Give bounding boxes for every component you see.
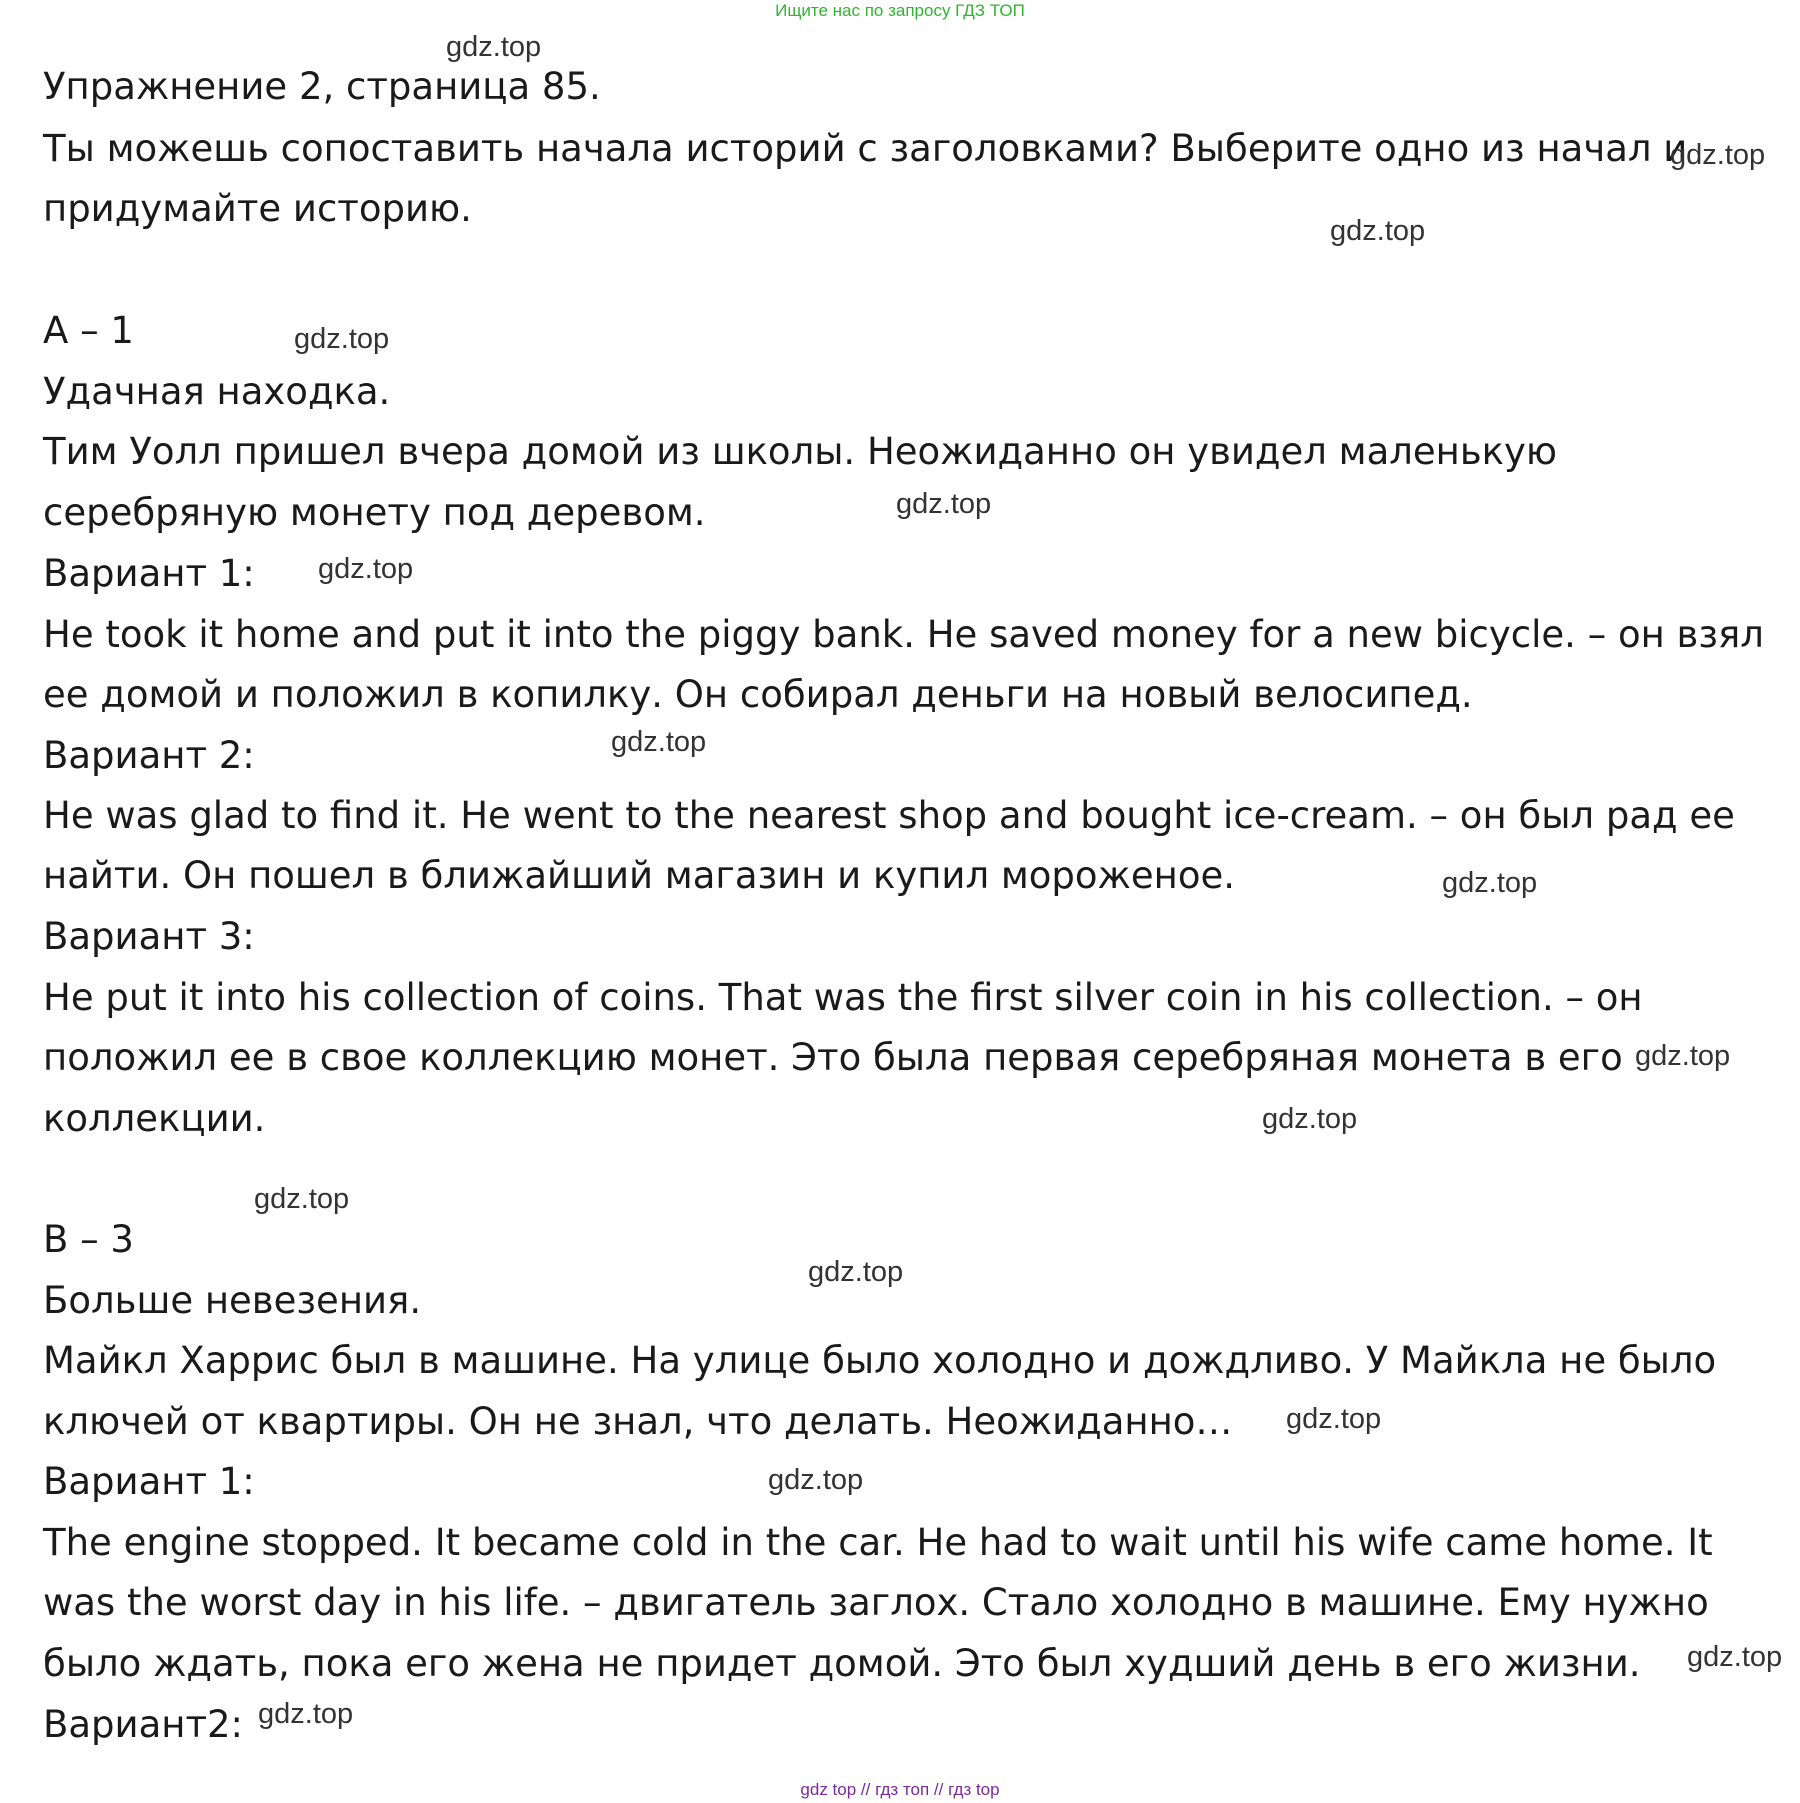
story-a-variant-3-label: Вариант 3: xyxy=(43,915,255,958)
story-a-variant-1-label: Вариант 1: xyxy=(43,552,255,595)
watermark: gdz.top xyxy=(254,1183,350,1215)
watermark: gdz.top xyxy=(1330,215,1426,247)
watermark: gdz.top xyxy=(294,323,390,355)
watermark: gdz.top xyxy=(1687,1641,1783,1673)
watermark: gdz.top xyxy=(768,1464,864,1496)
watermark: gdz.top xyxy=(896,488,992,520)
story-a-variant-3-line-1: He put it into his collection of coins. That was the first silver coin in his collection. – он xyxy=(43,976,1643,1019)
story-b-variant-1-label: Вариант 1: xyxy=(43,1460,255,1503)
watermark: gdz.top xyxy=(808,1256,904,1288)
watermark: gdz.top xyxy=(318,553,414,585)
story-b-heading: Больше невезения. xyxy=(43,1279,422,1322)
story-b-text-line-1: Майкл Харрис был в машине. На улице было холодно и дождливо. У Майкла не было xyxy=(43,1339,1717,1382)
exercise-title: Упражнение 2, страница 85. xyxy=(43,65,601,108)
instruction-line-2: придумайте историю. xyxy=(43,187,472,230)
story-a-variant-2-line-1: He was glad to find it. He went to the nearest shop and bought ice-cream. – он был рад ее xyxy=(43,794,1735,837)
story-b-variant-1-line-1: The engine stopped. It became cold in the car. He had to wait until his wife came home. It xyxy=(43,1521,1713,1564)
story-a-variant-3-line-3: коллекции. xyxy=(43,1097,266,1140)
watermark: gdz.top xyxy=(1635,1040,1731,1072)
watermark: gdz.top xyxy=(1670,139,1766,171)
watermark: gdz.top xyxy=(1442,867,1538,899)
story-a-variant-1-line-2: ее домой и положил в копилку. Он собирал деньги на новый велосипед. xyxy=(43,673,1473,716)
story-a-match: A – 1 xyxy=(43,309,134,352)
story-b-variant-2-label: Вариант2: xyxy=(43,1703,244,1746)
watermark: gdz.top xyxy=(1262,1103,1358,1135)
story-a-text-line-1: Тим Уолл пришел вчера домой из школы. Неожиданно он увидел маленькую xyxy=(43,430,1558,473)
instruction-line-1: Ты можешь сопоставить начала историй с заголовками? Выберите одно из начал и xyxy=(43,127,1688,170)
story-a-variant-2-label: Вариант 2: xyxy=(43,734,255,777)
story-a-text-line-2: серебряную монету под деревом. xyxy=(43,491,706,534)
top-banner: Ищите нас по запросу ГДЗ ТОП xyxy=(775,1,1025,20)
story-b-variant-1-line-2: was the worst day in his life. – двигатель заглох. Стало холодно в машине. Ему нужно xyxy=(43,1581,1709,1624)
story-a-variant-1-line-1: He took it home and put it into the piggy bank. He saved money for a new bicycle. – он взял xyxy=(43,613,1764,656)
story-b-variant-1-line-3: было ждать, пока его жена не придет домой. Это был худший день в его жизни. xyxy=(43,1642,1641,1685)
watermark: gdz.top xyxy=(1286,1403,1382,1435)
story-a-variant-3-line-2: положил ее в свое коллекцию монет. Это была первая серебряная монета в его xyxy=(43,1036,1623,1079)
watermark: gdz.top xyxy=(611,726,707,758)
footer-links: gdz top // гдз топ // гдз top xyxy=(800,1780,1000,1799)
story-a-heading: Удачная находка. xyxy=(43,370,391,413)
story-b-match: B – 3 xyxy=(43,1218,134,1261)
watermark: gdz.top xyxy=(446,31,542,63)
story-a-variant-2-line-2: найти. Он пошел в ближайший магазин и купил мороженое. xyxy=(43,854,1236,897)
watermark: gdz.top xyxy=(258,1698,354,1730)
story-b-text-line-2: ключей от квартиры. Он не знал, что делать. Неожиданно… xyxy=(43,1400,1233,1443)
